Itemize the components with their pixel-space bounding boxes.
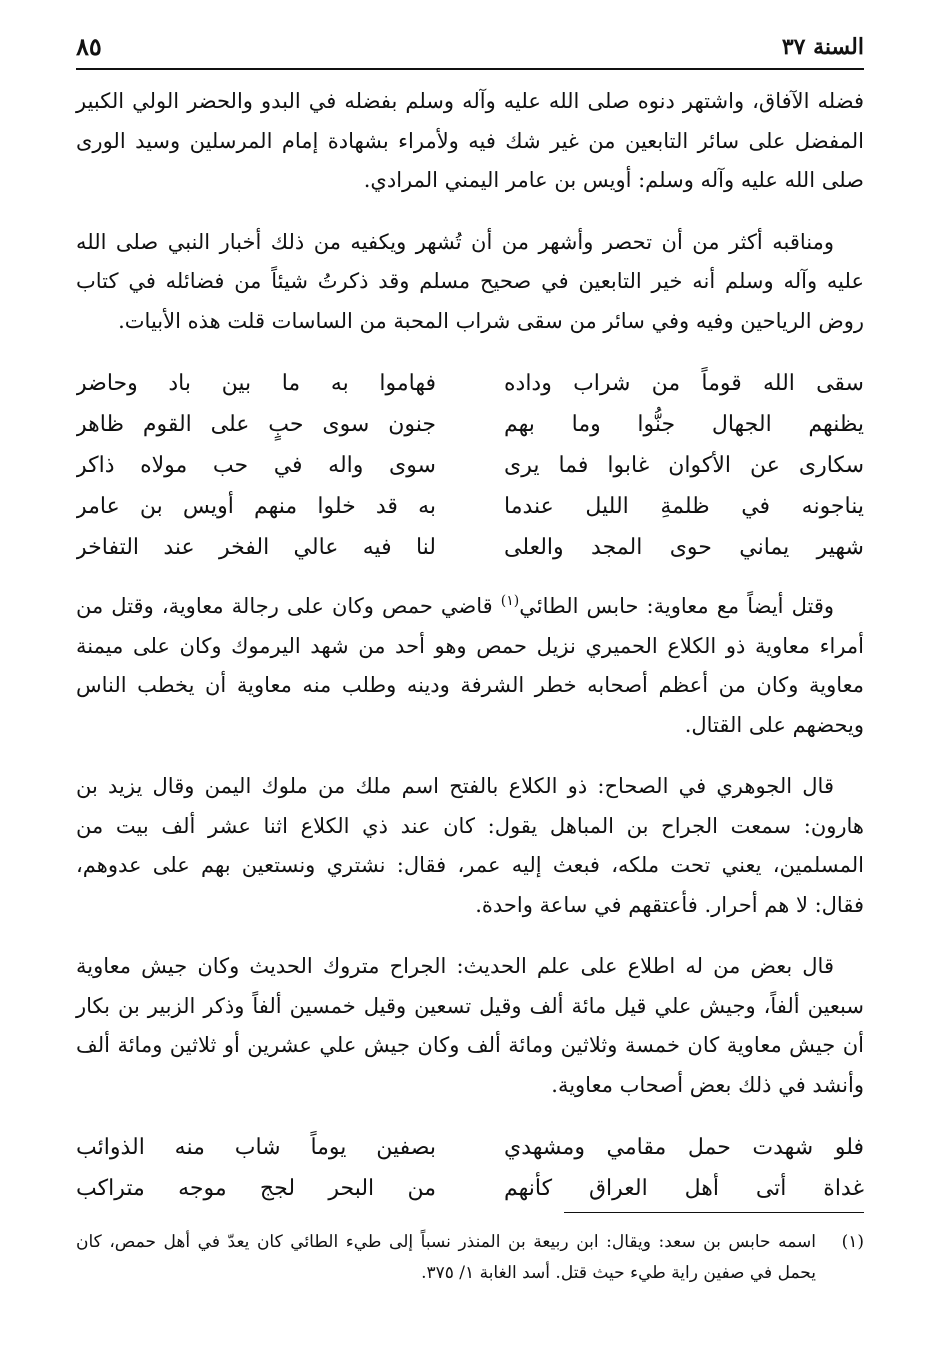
footnote-text: اسمه حابس بن سعد: ويقال: ابن ربيعة بن المنذر نسباً إلى طيء الطائي كان يعدّ في أهل حمص، كان يحمل في صفين راية طيء حيث قتل. أسد الغابة ١/ ٣٧٥.: [76, 1232, 816, 1283]
verse-second-hemistich: جنون سوى حبٍ على القوم ظاهر: [76, 412, 436, 437]
footnote-number: (١): [841, 1232, 864, 1252]
paragraph-5: قال بعض من له اطلاع على علم الحديث: الجراح متروك الحديث وكان جيش معاوية سبعين ألفاً، وجيش علي قيل مائة ألف وقيل تسعين وقيل خمسين ألفاً وذكر الزبير بن بكار أن جيش معاوية كان خمسة وثلاثين ومائة ألف وكان جيش علي عشرين أو ثلاثين ومائة ألف وأنشد في ذلك بعض أصحاب معاوية.: [76, 954, 864, 1097]
verse-first-hemistich: فلو شهدت حمل مقامي ومشهدي: [504, 1135, 864, 1160]
verse: [76, 1168, 864, 1209]
verse: [76, 527, 864, 568]
verse-first-hemistich: سقى الله قوماً من شراب وداده: [504, 371, 864, 396]
verse-second-hemistich: لنا فيه عالي الفخر عند التفاخر: [76, 535, 436, 560]
paragraph-4: قال الجوهري في الصحاح: ذو الكلاع بالفتح اسم ملك من ملوك اليمن وقال يزيد بن هارون: سمعت الجراح بن المباهل يقول: كان عند ذي الكلاع اثنا عشر ألف بيت من المسلمين، يعني تحت ملكه، فبعث إليه عمر، فقال: نشتري ونستعين بهم على عدوهم، فقال: لا هم أحرار. فأعتقهم في ساعة واحدة.: [76, 774, 864, 917]
paragraph-3: [76, 582, 864, 745]
footnote-1: [76, 1227, 864, 1289]
footnote-divider: [564, 1212, 864, 1213]
verse-first-hemistich: يظنهم الجهال جنُّوا وما بهم: [504, 412, 864, 437]
verse: [76, 486, 864, 527]
verse-second-hemistich: من البحر لجج موجه متراكب: [76, 1176, 436, 1201]
verse-second-hemistich: بصفين يوماً شاب منه الذوائب: [76, 1135, 436, 1160]
footnotes: [76, 1212, 864, 1289]
verse-first-hemistich: غداة أتى أهل العراق كأنهم: [504, 1176, 864, 1201]
verse: [76, 445, 864, 486]
paragraph-3-start: وقتل أيضاً مع معاوية: حابس الطائي: [519, 594, 834, 618]
page-number: ٨٥: [76, 32, 102, 61]
verse-second-hemistich: به قد خلوا منهم أويس بن عامر: [76, 494, 436, 519]
paragraph-3-rest: قاضي حمص وكان على رجالة معاوية، وقتل من أمراء معاوية ذو الكلاع الحميري نزيل حمص وهو أحد من شهد اليرموك وكان على ميمنة معاوية وكان من أعظم أصحابه خطر الشرفة ودينه وطلب منه معاوية أن يخطب الناس ويحضهم على القتال.: [76, 594, 864, 737]
footnote-reference: (١): [500, 593, 520, 609]
verse-first-hemistich: سكارى عن الأكوان غابوا فما يرى: [504, 453, 864, 478]
main-text: [76, 82, 864, 1223]
verse-first-hemistich: يناجونه في ظلمةِ الليل عندما: [504, 494, 864, 519]
page-header: [76, 30, 864, 70]
verse-first-hemistich: شهير يماني حوى المجد والعلى: [504, 535, 864, 560]
verse: [76, 404, 864, 445]
verse: [76, 1127, 864, 1168]
paragraph-2: ومناقبه أكثر من أن تحصر وأشهر من أن تُشهر ويكفيه من ذلك أخبار النبي صلى الله عليه وآله وسلم أنه خير التابعين في صحيح مسلم وقد ذكرتُ شيئاً من فضائله في كتاب روض الرياحين وفيه وفي سائر من سقى شراب المحبة من الساسات قلت هذه الأبيات.: [76, 229, 865, 333]
verse-second-hemistich: فهاموا به ما بين باد وحاضر: [76, 371, 436, 396]
verse: [76, 363, 864, 404]
verse-second-hemistich: سوى واله في حب مولاه ذاكر: [76, 453, 436, 478]
poem-1: [76, 363, 864, 568]
paragraph-1: فضله الآفاق، واشتهر دنوه صلى الله عليه وآله وسلم بفضله في البدو والحضر الولي الكبير المفضل على سائر التابعين من غير شك فيه ولأمراء بشهادة إمام المرسلين وسيد الورى صلى الله عليه وآله وسلم: أويس بن عامر اليمني المرادي.: [76, 89, 864, 192]
poem-2: [76, 1127, 864, 1209]
section-heading: السنة ٣٧: [781, 34, 864, 60]
